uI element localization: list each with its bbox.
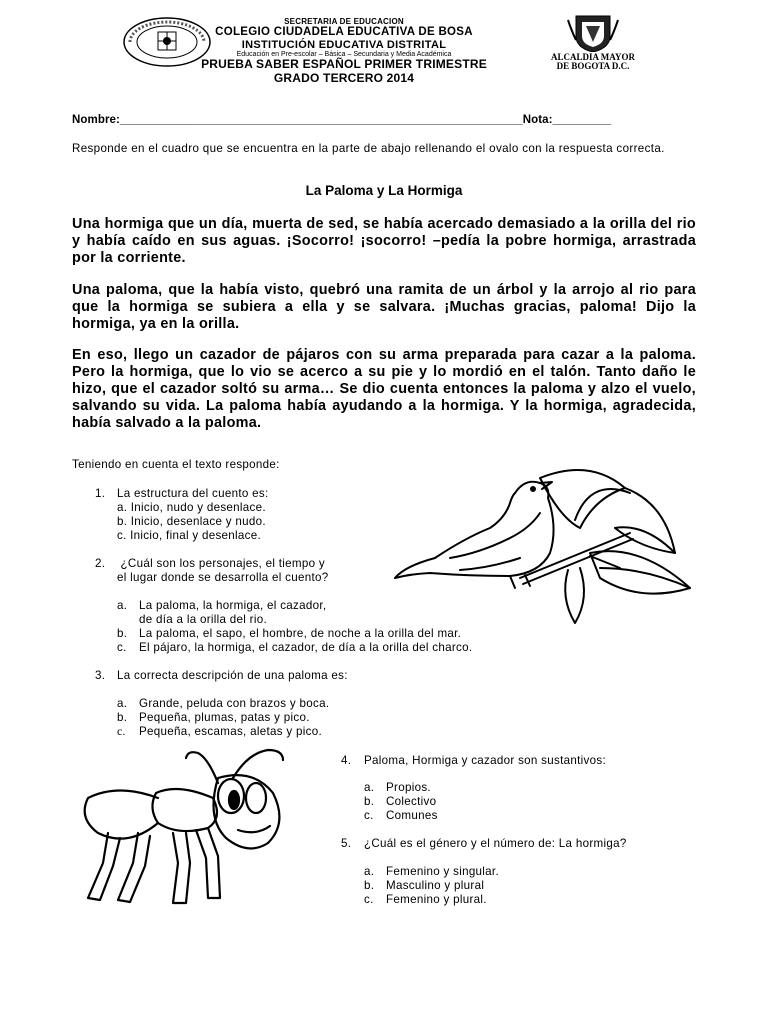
question-4-option-b: Colectivo xyxy=(386,795,437,808)
question-2-option-a-label: a. xyxy=(117,599,128,612)
question-5-option-a-label: a. xyxy=(364,865,375,878)
question-1-option-a: a. Inicio, nudo y desenlace. xyxy=(117,501,266,514)
question-2-option-c-label: c. xyxy=(117,641,127,654)
question-4-option-c: Comunes xyxy=(386,809,438,822)
question-4-text: Paloma, Hormiga y cazador son sustantivos: xyxy=(364,754,607,767)
question-3-option-a-label: a. xyxy=(117,697,128,710)
story-paragraph-2: Una paloma, que la había visto, quebró una ramita de un árbol y la arrojo al rio para que la hormiga se subiera a ella y se salvara. ¡Muchas gracias, paloma! Dijo la hormiga, ya en la orilla. xyxy=(72,282,696,332)
question-1-number: 1. xyxy=(95,487,106,500)
question-2-option-a: La paloma, la hormiga, el cazador, xyxy=(139,599,327,612)
question-2-option-c: El pájaro, la hormiga, el cazador, de día a la orilla del charco. xyxy=(139,641,473,654)
question-2-option-b: La paloma, el sapo, el hombre, de noche a la orilla del mar. xyxy=(139,627,462,640)
question-1-option-c: c. Inicio, final y desenlace. xyxy=(117,529,262,542)
questions-intro: Teniendo en cuenta el texto responde: xyxy=(72,458,280,471)
question-1-option-b: b. Inicio, desenlace y nudo. xyxy=(117,515,266,528)
question-5-option-b-label: b. xyxy=(364,879,375,892)
question-3-number: 3. xyxy=(95,669,106,682)
alcaldia-line-1: ALCALDIA MAYOR xyxy=(551,52,635,62)
question-5-text: ¿Cuál es el género y el número de: La hormiga? xyxy=(364,837,627,850)
question-4-number: 4. xyxy=(341,754,352,767)
question-3-option-b-label: b. xyxy=(117,711,128,724)
question-4-option-a-label: a. xyxy=(364,781,375,794)
coat-of-arms-icon xyxy=(540,12,646,52)
question-5-number: 5. xyxy=(341,837,352,850)
story-paragraph-3: En eso, llego un cazador de pájaros con su arma preparada para cazar a la paloma. Pero la hormiga, que lo vio se acerco a su pie y lo mordió en el talón. Tanto daño le hizo, que el cazador soltó su arma… Se dio cuenta entonces la paloma y alzo el vuelo, salvando su vida. La paloma había ayudando a la hormiga. Y la hormiga, agradecida, había salvado a la paloma. xyxy=(72,347,696,431)
question-3-option-a: Grande, peluda con brazos y boca. xyxy=(139,697,330,710)
school-name: COLEGIO CIUDADELA EDUCATIVA DE BOSA xyxy=(215,26,473,38)
question-2-option-b-label: b. xyxy=(117,627,128,640)
question-4-option-b-label: b. xyxy=(364,795,375,808)
story-paragraph-1: Una hormiga que un día, muerta de sed, se había acercado demasiado a la orilla del rio y había caído en sus aguas. ¡Socorro! ¡socorro! –pedía la pobre hormiga, arrastrada por la corriente. xyxy=(72,216,696,266)
dove-on-branch-illustration xyxy=(390,458,700,628)
question-3-option-b: Pequeña, plumas, patas y pico. xyxy=(139,711,310,724)
education-levels: Educación en Pre-escolar – Básica – Secundaria y Media Académica xyxy=(236,51,452,58)
question-2-number: 2. xyxy=(95,557,106,570)
alcaldia-logo xyxy=(540,12,646,70)
exam-title: PRUEBA SABER ESPAÑOL PRIMER TRIMESTRE xyxy=(201,57,487,71)
grade-title: GRADO TERCERO 2014 xyxy=(273,71,415,85)
question-3-option-c: Pequeña, escamas, aletas y pico. xyxy=(139,725,322,738)
question-1-text: La estructura del cuento es: xyxy=(117,487,269,500)
alcaldia-line-2: DE BOGOTA D.C. xyxy=(556,61,630,71)
question-4-option-c-label: c. xyxy=(364,809,374,822)
institution-name: INSTITUCIÓN EDUCATIVA DISTRITAL xyxy=(241,39,447,51)
name-grade-line: Nombre:______________________________________________________________Nota:_________ xyxy=(72,114,612,126)
question-3-option-c-label: c. xyxy=(117,725,126,738)
story-title: La Paloma y La Hormiga xyxy=(305,183,463,198)
question-2-text: ¿Cuál son los personajes, el tiempo y xyxy=(117,557,325,570)
question-5-option-a: Femenino y singular. xyxy=(386,865,499,878)
question-5-option-c: Femenino y plural. xyxy=(386,893,487,906)
question-5-option-b: Masculino y plural xyxy=(386,879,485,892)
question-5-option-c-label: c. xyxy=(364,893,374,906)
secretaria-label: SECRETARIA DE EDUCACION xyxy=(284,17,404,26)
ant-cartoon-illustration xyxy=(78,738,308,908)
question-2-option-a-line-2: de día a la orilla del rio. xyxy=(139,613,267,626)
instructions-text: Responde en el cuadro que se encuentra en la parte de abajo rellenando el ovalo con la respuesta correcta. xyxy=(72,142,665,155)
question-3-text: La correcta descripción de una paloma es: xyxy=(117,669,348,682)
question-2-text-line-2: el lugar donde se desarrolla el cuento? xyxy=(117,571,329,584)
question-4-option-a: Propios. xyxy=(386,781,431,794)
